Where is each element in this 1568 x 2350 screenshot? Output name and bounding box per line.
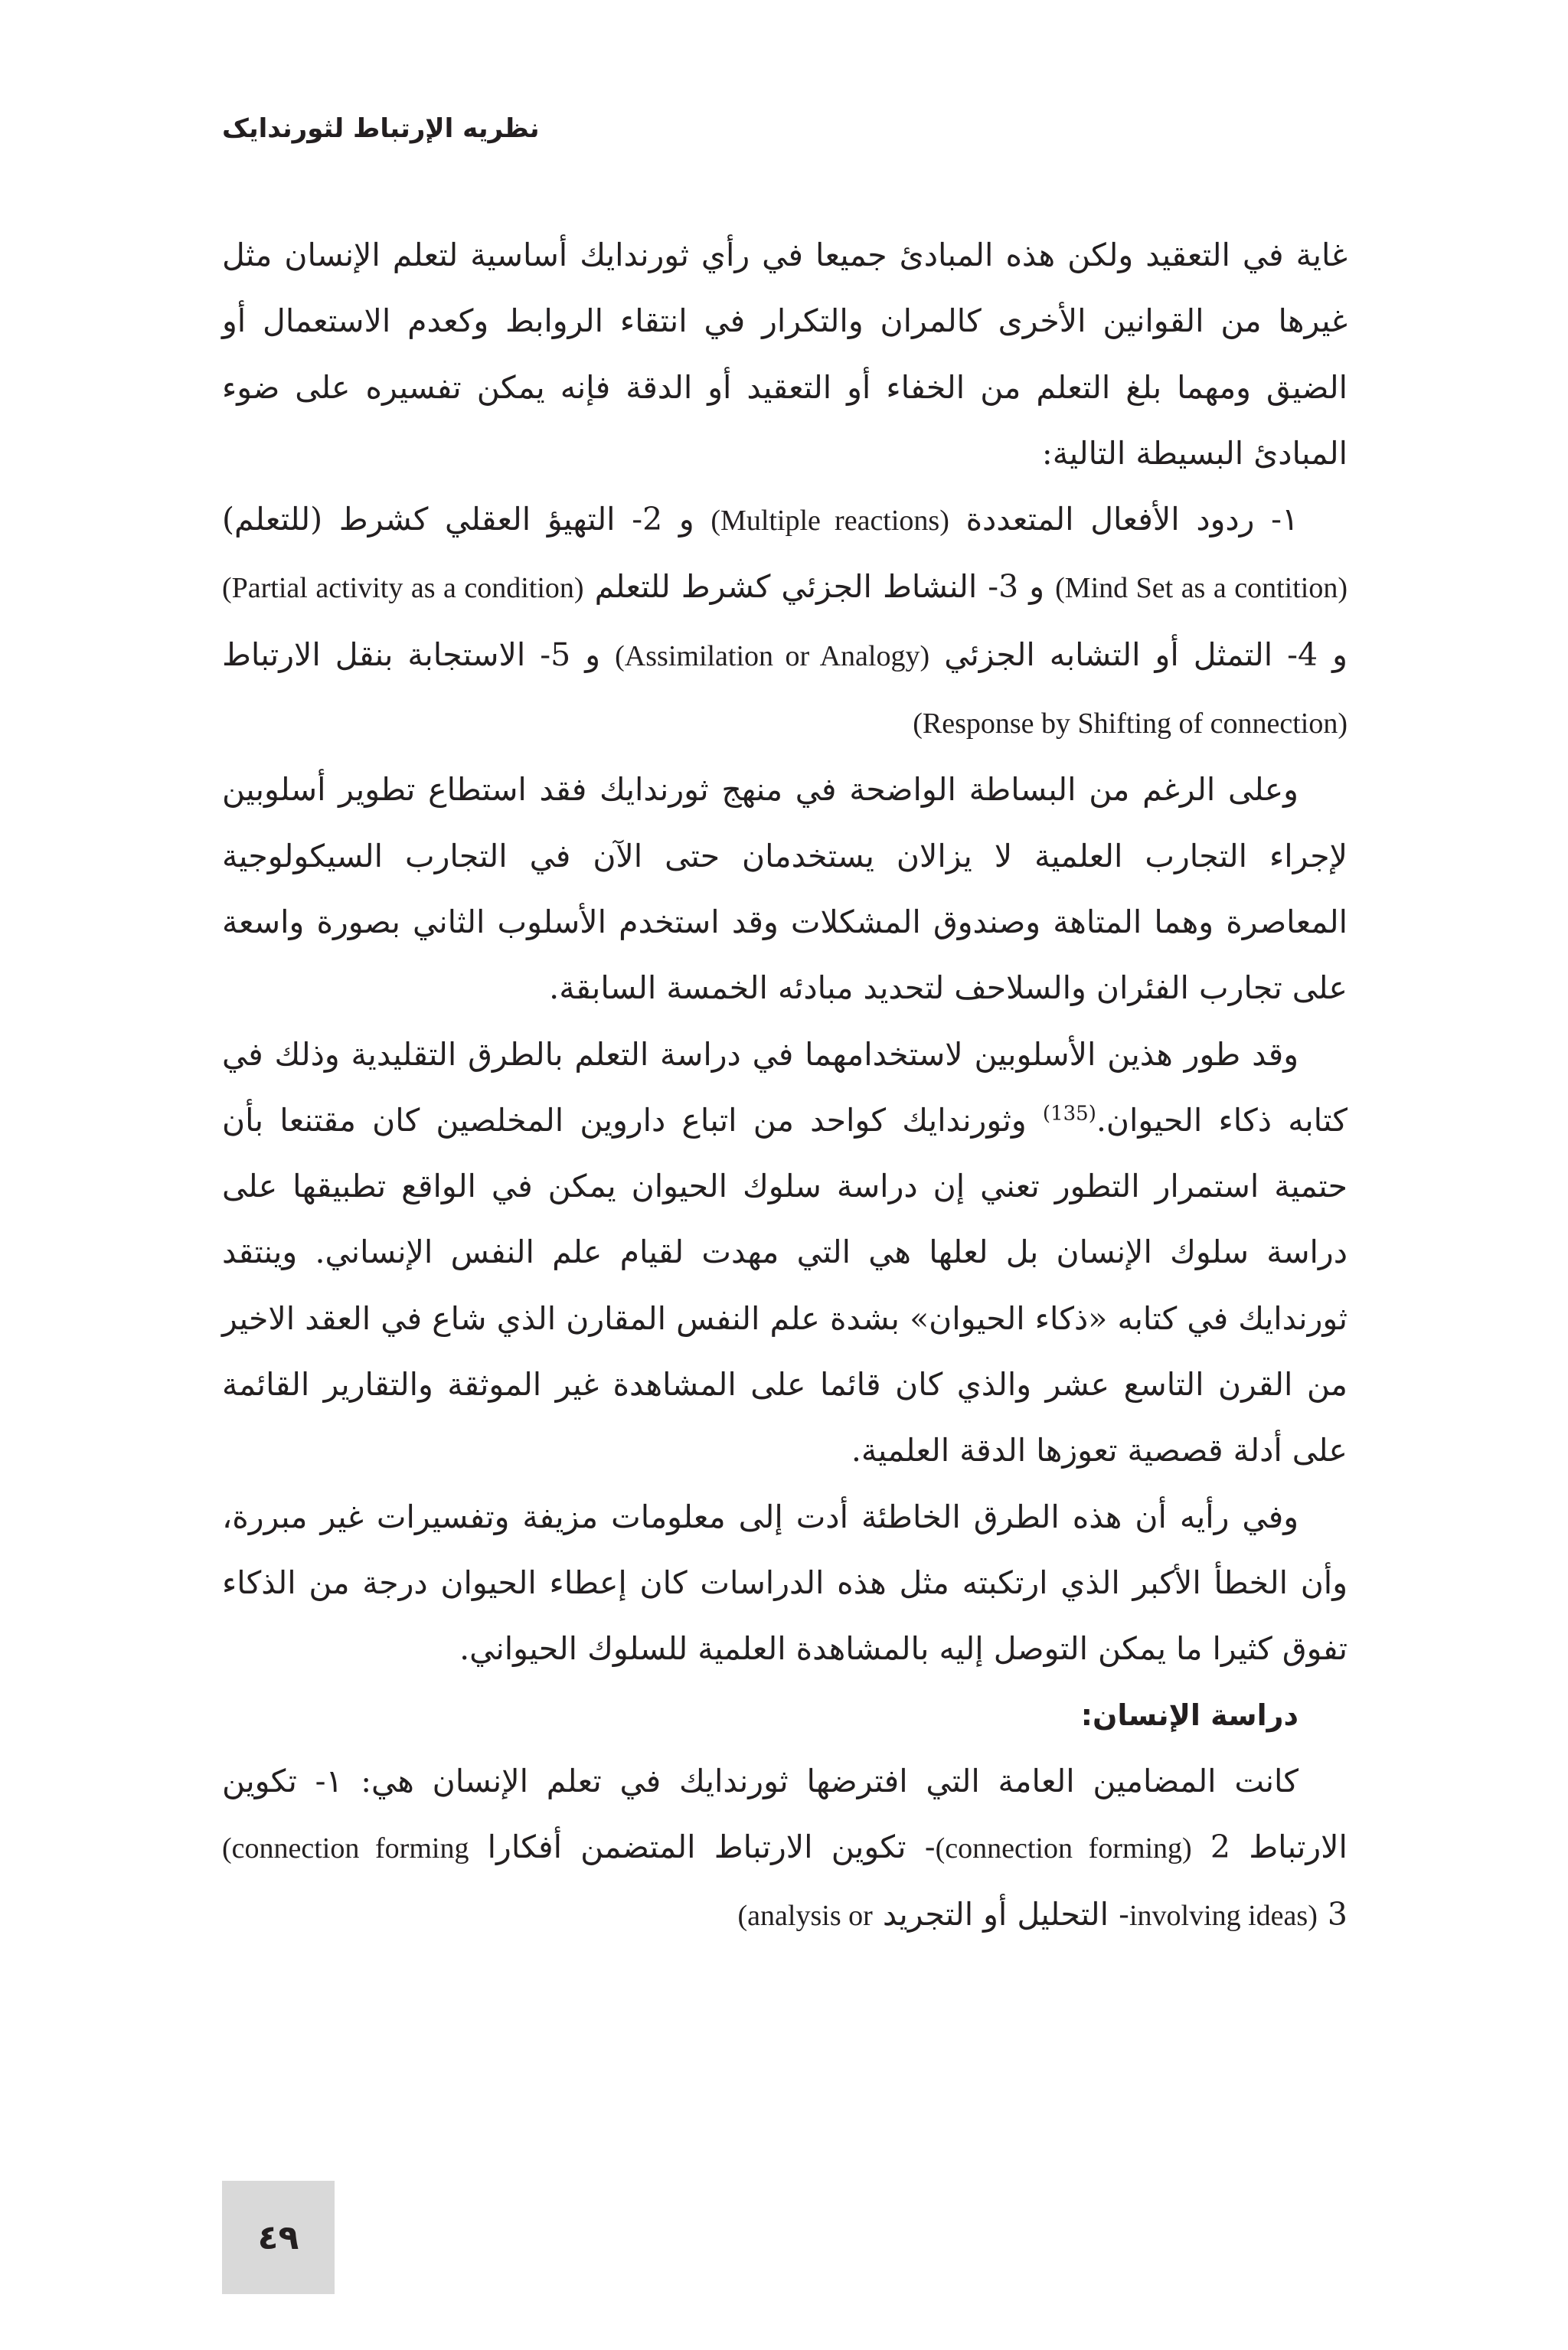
principle-4: و 4- التمثل أو التشابه الجزئي xyxy=(944,636,1348,673)
principles-list xyxy=(222,486,1348,757)
running-header: نظريه الإرتباط لثورندايک xyxy=(222,113,540,144)
principle-5-en: (Response by Shifting of connection) xyxy=(913,708,1348,740)
paragraph: وعلى الرغم من البساطة الواضحة في منهج ثورندايك فقد استطاع تطوير أسلوبين لإجراء التجارب العلمية لا يزالان يستخدمان حتى الآن في التجارب السيكولوجية المعاصرة وهما المتاهة وصندوق المشكلات وقد استخدم الأسلوب الثاني بصورة واسعة على تجارب الفئران والسلاحف لتحديد مبادئه الخمسة السابقة. xyxy=(222,771,1348,1007)
connection-forming-en: (connection forming) xyxy=(935,1832,1192,1865)
paragraph: وفي رأيه أن هذه الطرق الخاطئة أدت إلى معلومات مزيفة وتفسيرات غير مبررة، وأن الخطأ الأكبر الذي ارتكبته مثل هذه الدراسات كان إعطاء الحيوان درجة من الذكاء تفوق كثيرا ما يمكن التوصل إليه بالمشاهدة العلمية للسلوك الحيواني. xyxy=(222,1498,1348,1668)
principle-4-en: (Assimilation or Analogy) xyxy=(615,639,930,672)
human-study-intro: كانت المضامين العامة التي افترضها ثورندايك في تعلم الإنسان هي: ١- تكوين الارتباط xyxy=(222,1762,1348,1866)
page-number: ٤٩ xyxy=(257,2218,299,2257)
animal-paragraph-part1: وقد طور هذين الأسلوبين لاستخدامهما في دراسة التعلم بالطرق التقليدية وذلك في كتابه ذكاء الحيوان. xyxy=(222,1035,1348,1139)
principle-2: و 2- التهيؤ العقلي كشرط (للتعلم) xyxy=(222,501,694,538)
body-text xyxy=(222,222,1348,1950)
principle-3-en: (Partial activity as a condition) xyxy=(222,572,584,605)
page-number-box xyxy=(222,2181,335,2294)
principle-1: ١- ردود الأفعال المتعددة xyxy=(965,501,1299,538)
analysis-en: (analysis or xyxy=(737,1900,873,1933)
human-study-item3: 3- التحليل أو التجريد xyxy=(882,1896,1348,1933)
principle-5: و 5- الاستجابة بنقل الارتباط xyxy=(222,636,601,673)
animal-intelligence-paragraph xyxy=(222,1021,1348,1484)
animal-paragraph-part3: كتابه «ذكاء الحيوان» بشدة علم النفس المقارن الذي شاع في العقد الاخير من القرن التاسع عشر والذي كان قائما على المشاهدة غير الموثقة والتقارير القائمة على أدلة قصصية تعوزها الدقة العلمية. xyxy=(222,1299,1348,1469)
paragraph: غاية في التعقيد ولكن هذه المبادئ جميعا في رأي ثورندايك أساسية لتعلم الإنسان مثل غيرها من القوانين الأخرى كالمران والتكرار في انتقاء الروابط وكعدم الاستعمال أو الضيق ومهما بلغ التعلم من الخفاء أو التعقيد أو الدقة فإنه يمكن تفسيره على ضوء المبادئ البسيطة التالية: xyxy=(222,237,1348,472)
animal-paragraph-part2: وثورندايك كواحد من اتباع داروين المخلصين كان مقتنعا بأن حتمية استمرار التطور تعني إن دراسة سلوك الحيوان يمكن في الواقع تطبيقها على دراسة سلوك الإنسان بل لعلها هي التي مهدت لقيام علم النفس الإنساني. وينتقد ثورندايك في xyxy=(222,1101,1348,1337)
principle-2-en: (Mind Set as a contition) xyxy=(1055,572,1348,605)
section-heading: دراسة الإنسان: xyxy=(1080,1698,1298,1732)
principle-1-en: (Multiple reactions) xyxy=(710,505,949,538)
human-study-item2: 2- تكوين الارتباط المتضمن أفكارا xyxy=(487,1829,1230,1866)
human-study-paragraph xyxy=(222,1748,1348,1950)
principle-3: و 3- النشاط الجزئي كشرط للتعلم xyxy=(594,568,1045,606)
footnote-ref: (135) xyxy=(1042,1102,1096,1126)
connection-ideas-en: (connection forming involving ideas) xyxy=(222,1832,1318,1933)
